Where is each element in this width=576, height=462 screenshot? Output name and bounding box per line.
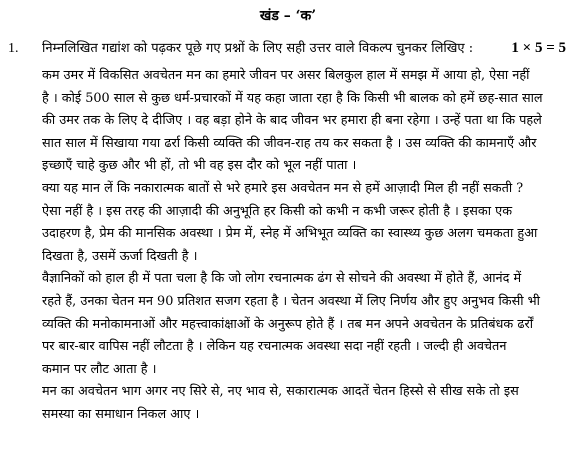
passage-line: की उमर तक के लिए दे दीजिए । वह बड़ा होने के बाद जीवन भर हमारा ही बना रहेगा । उन्हें पता था कि पहले [42, 113, 542, 129]
passage-line: रहते हैं, उनका चेतन मन 90 प्रतिशत सजग रहता है । चेतन अवस्था में लिए निर्णय और हुए अनुभव किसी भी [42, 293, 540, 309]
section-title: खंड – ‘क’ [259, 8, 317, 24]
question-marks: 1 × 5 = 5 [511, 40, 566, 56]
passage-line: कम उमर में विकसित अवचेतन मन का हमारे जीवन पर असर बिलकुल हाल में समझ में आया हो, ऐसा नहीं [42, 68, 530, 83]
passage-line: ऐसा नहीं है । इस तरह की आज़ादी की अनुभूति हर किसी को कभी न कभी जरूर होती है । इसका एक [42, 203, 513, 219]
passage-line: है । कोई 500 साल से कुछ धर्म-प्रचारकों में यह कहा जाता रहा है कि किसी भी बालक को हमें छह-सात साल [42, 90, 543, 106]
question-instruction: निम्नलिखित गद्यांश को पढ़कर पूछे गए प्रश्नों के लिए सही उत्तर वाले विकल्प चुनकर लिखिए : [42, 41, 474, 56]
passage-line: क्या यह मान लें कि नकारात्मक बातों से भरे हमारे इस अवचेतन मन से हमें आज़ादी मिल ही नहीं सकती ? [42, 180, 524, 196]
passage-line: समस्या का समाधान निकल आए । [42, 406, 200, 422]
passage-line: उदाहरण है, प्रेम की मानसिक अवस्था । प्रेम में, स्नेह में अभिभूत व्यक्ति का स्वास्थ्य कुछ अलग चमकता हुआ [42, 226, 538, 242]
passage-line: वैज्ञानिकों को हाल ही में पता चला है कि जो लोग रचनात्मक ढंग से सोचने की अवस्था में होते हैं, आनंद में [42, 271, 522, 287]
passage-line: व्यक्ति की मनोकामनाओं और महत्त्वाकांक्षाओं के अनुरूप होते हैं । तब मन अपने अवचेतन के प्रतिबंधक ढर्रों [42, 316, 534, 332]
passage-line: पर बार-बार वापिस नहीं लौटता है । लेकिन यह रचनात्मक अवस्था सदा नहीं रहती । जल्दी ही अवचेतन [42, 339, 507, 355]
passage-line: इच्छाएँ चाहे कुछ और भी हों, तो भी वह इस दौर को भूल नहीं पाता । [42, 158, 357, 174]
passage-line: मन का अवचेतन भाग अगर नए सिरे से, नए भाव से, सकारात्मक आदतें चेतन हिस्से से सीख सके तो इस [42, 384, 519, 400]
passage-line: कमान पर लौट आता है । [42, 361, 157, 377]
passage-line: सात साल में सिखाया गया ढर्रा किसी व्यक्ति की जीवन-राह तय कर सकता है । उस व्यक्ति की कामनाएँ और [42, 135, 537, 151]
passage-line: दिखता है, उसमें ऊर्जा दिखती है । [42, 248, 198, 264]
question-number: 1. [8, 41, 19, 56]
passage [42, 65, 567, 427]
